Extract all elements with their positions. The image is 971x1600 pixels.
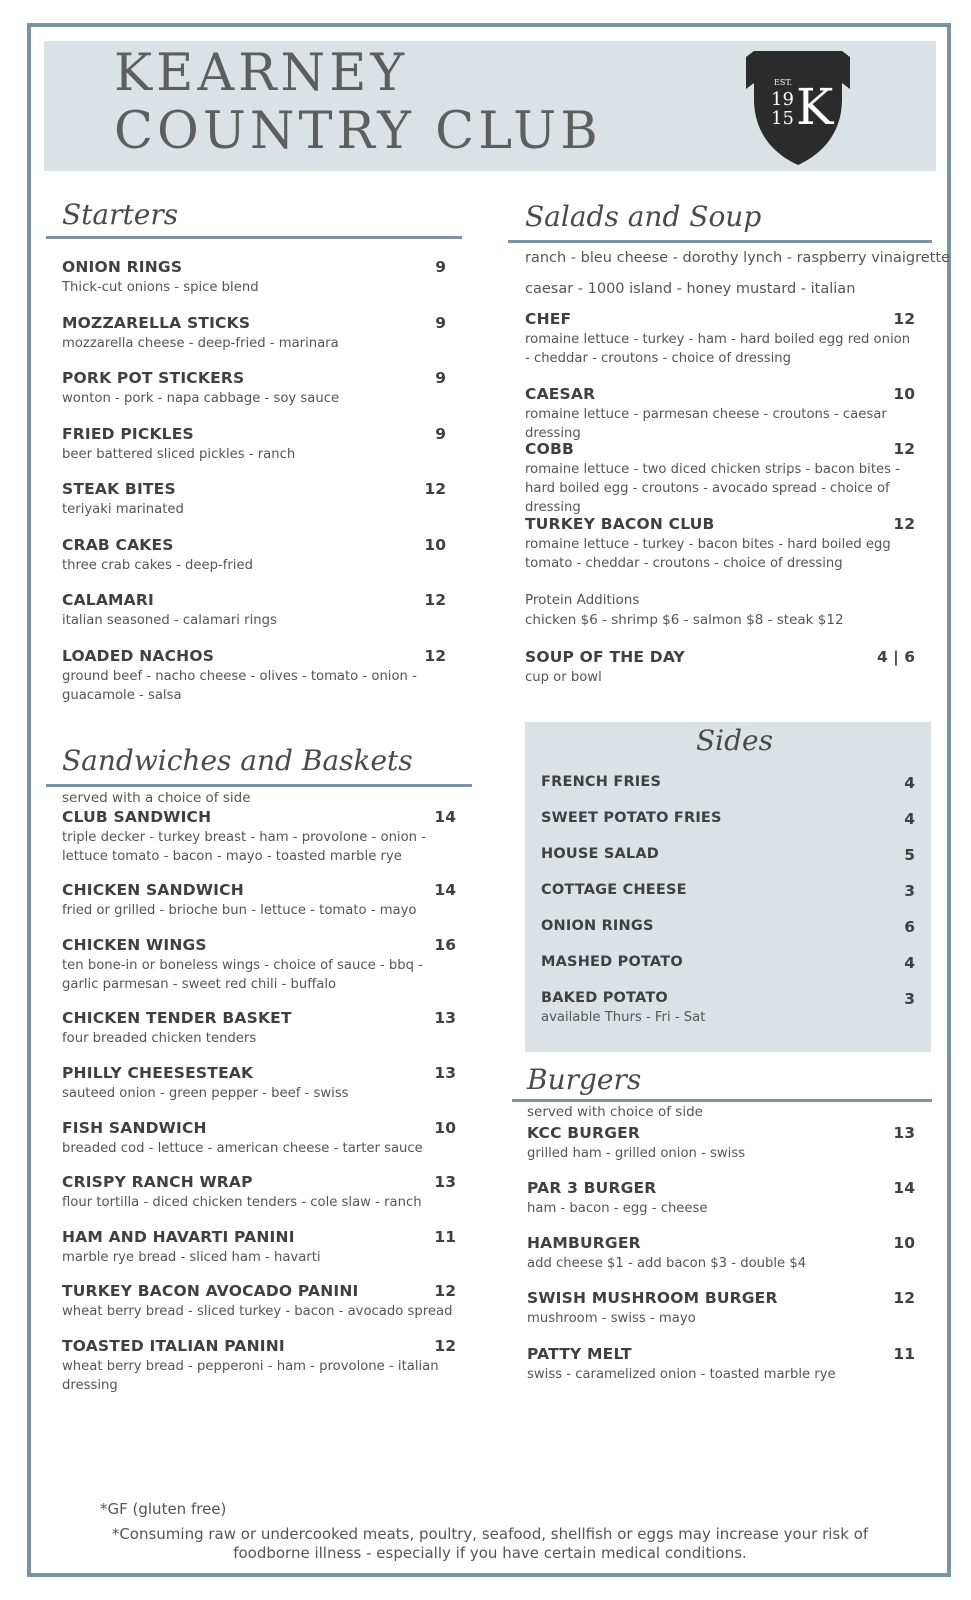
item-description: marble rye bread - sliced ham - havarti — [62, 1250, 321, 1265]
sides-title: Sides — [696, 724, 773, 757]
item-description: ham - bacon - egg - cheese — [527, 1201, 708, 1216]
starters-rule — [46, 236, 462, 239]
salads-rule — [508, 240, 932, 243]
item-name: TURKEY BACON AVOCADO PANINI — [62, 1282, 359, 1300]
crest-year2: 15 — [771, 108, 794, 129]
item-name: CHEF — [525, 310, 572, 328]
item-description: swiss - caramelized onion - toasted marble rye — [527, 1367, 836, 1382]
menu-item — [62, 1337, 456, 1395]
item-description: ten bone-in or boneless wings - choice of sauce - bbq - garlic parmesan - sweet red chili - buffalo — [62, 958, 423, 992]
sandwiches-note: served with a choice of side — [62, 790, 251, 806]
item-name: ONION RINGS — [62, 258, 183, 276]
club-title — [114, 45, 602, 161]
item-price: 10 — [434, 1119, 456, 1137]
item-name: CHICKEN SANDWICH — [62, 881, 244, 899]
menu-item — [62, 808, 456, 866]
menu-item — [62, 1173, 456, 1212]
item-description: mozzarella cheese - deep-fried - marinara — [62, 336, 339, 351]
menu-item — [62, 1282, 456, 1321]
item-price: 14 — [893, 1179, 915, 1197]
item-description: fried or grilled - brioche bun - lettuce - tomato - mayo — [62, 903, 417, 918]
menu-item — [62, 881, 456, 920]
item-price: 11 — [893, 1345, 915, 1363]
starters-title: Starters — [62, 198, 179, 231]
item-description: wonton - pork - napa cabbage - soy sauce — [62, 391, 340, 406]
menu-item — [527, 1234, 915, 1273]
menu-item — [541, 810, 915, 826]
menu-item — [62, 591, 446, 630]
menu-item — [62, 936, 456, 994]
item-price: 12 — [424, 591, 446, 609]
item-price: 16 — [434, 936, 456, 954]
menu-item — [525, 310, 915, 368]
item-name: MASHED POTATO — [541, 954, 683, 970]
item-description: available Thurs - Fri - Sat — [541, 1010, 706, 1025]
soup-price: 4 | 6 — [876, 648, 915, 666]
crest-est-text: EST. — [774, 78, 793, 87]
item-name: CALAMARI — [62, 591, 154, 609]
item-price: 11 — [434, 1228, 456, 1246]
menu-item — [62, 369, 446, 408]
menu-item — [62, 1119, 456, 1158]
menu-item — [541, 774, 915, 790]
gf-note: *GF (gluten free) — [100, 1500, 227, 1518]
item-description: teriyaki marinated — [62, 502, 184, 517]
item-description: ground beef - nacho cheese - olives - tomato - onion - guacamole - salsa — [62, 669, 417, 703]
menu-item — [541, 882, 915, 898]
item-description: Thick-cut onions - spice blend — [62, 280, 259, 295]
item-description: wheat berry bread - pepperoni - ham - provolone - italian dressing — [62, 1359, 439, 1393]
salads-title: Salads and Soup — [525, 200, 762, 233]
item-price: 13 — [434, 1064, 456, 1082]
menu-item — [541, 846, 915, 862]
item-description: romaine lettuce - parmesan cheese - croutons - caesar dressing — [525, 407, 887, 441]
item-name: STEAK BITES — [62, 480, 176, 498]
item-description: sauteed onion - green pepper - beef - swiss — [62, 1086, 349, 1101]
item-description: wheat berry bread - sliced turkey - bacon - avocado spread — [62, 1304, 453, 1319]
sandwiches-rule — [46, 784, 472, 787]
item-description: triple decker - turkey breast - ham - provolone - onion - lettuce tomato - bacon - mayo - toasted marble rye — [62, 830, 426, 864]
item-name: CHICKEN WINGS — [62, 936, 207, 954]
menu-item — [62, 1064, 456, 1103]
item-description: three crab cakes - deep-fried — [62, 558, 253, 573]
burgers-note: served with choice of side — [527, 1104, 703, 1120]
item-price: 13 — [434, 1009, 456, 1027]
item-name: SWISH MUSHROOM BURGER — [527, 1289, 778, 1307]
item-name: TOASTED ITALIAN PANINI — [62, 1337, 285, 1355]
item-description: romaine lettuce - turkey - ham - hard boiled egg red onion - cheddar - croutons - choice of dressing — [525, 332, 911, 366]
item-price: 10 — [893, 385, 915, 403]
protein-list: chicken $6 - shrimp $6 - salmon $8 - steak $12 — [525, 612, 844, 628]
item-name: KCC BURGER — [527, 1124, 641, 1142]
club-crest-logo — [740, 47, 856, 167]
item-price: 5 — [904, 846, 915, 864]
menu-item — [62, 480, 446, 519]
raw-food-warning: *Consuming raw or undercooked meats, poultry, seafood, shellfish or eggs may increase your risk of foodborne illness - especially if you have certain medical conditions. — [111, 1525, 869, 1562]
item-price: 6 — [904, 918, 915, 936]
item-description: beer battered sliced pickles - ranch — [62, 447, 296, 462]
item-price: 12 — [424, 647, 446, 665]
burgers-rule — [512, 1099, 932, 1102]
item-price: 12 — [434, 1337, 456, 1355]
menu-item — [62, 1228, 456, 1267]
menu-item — [62, 647, 446, 705]
item-price: 9 — [435, 314, 446, 332]
item-price: 12 — [893, 310, 915, 328]
salads-dressings-line1: ranch - bleu cheese - dorothy lynch - raspberry vinaigrette — [525, 250, 950, 266]
salads-dressings-line2: caesar - 1000 island - honey mustard - italian — [525, 281, 856, 297]
crest-year1: 19 — [771, 89, 794, 110]
item-name: CAESAR — [525, 385, 596, 403]
club-title-line1: KEARNEY — [114, 44, 409, 103]
item-name: CHICKEN TENDER BASKET — [62, 1009, 292, 1027]
item-name: CRISPY RANCH WRAP — [62, 1173, 253, 1191]
item-name: FISH SANDWICH — [62, 1119, 207, 1137]
item-name: FRENCH FRIES — [541, 774, 662, 790]
item-name: FRIED PICKLES — [62, 425, 194, 443]
item-name: BAKED POTATO — [541, 990, 668, 1006]
item-name: HOUSE SALAD — [541, 846, 659, 862]
header-banner — [44, 41, 936, 171]
item-price: 4 — [904, 810, 915, 828]
item-description: add cheese $1 - add bacon $3 - double $4 — [527, 1256, 807, 1271]
item-name: PHILLY CHEESESTEAK — [62, 1064, 254, 1082]
menu-item — [62, 536, 446, 575]
item-name: TURKEY BACON CLUB — [525, 515, 715, 533]
item-price: 12 — [893, 440, 915, 458]
menu-item — [527, 1345, 915, 1384]
item-price: 14 — [434, 881, 456, 899]
item-description: four breaded chicken tenders — [62, 1031, 257, 1046]
item-description: grilled ham - grilled onion - swiss — [527, 1146, 746, 1161]
item-price: 12 — [434, 1282, 456, 1300]
item-name: SWEET POTATO FRIES — [541, 810, 722, 826]
item-price: 9 — [435, 369, 446, 387]
item-price: 4 — [904, 954, 915, 972]
item-description: mushroom - swiss - mayo — [527, 1311, 696, 1326]
soup-item — [525, 648, 915, 687]
club-title-line2: COUNTRY CLUB — [114, 102, 602, 161]
item-description: flour tortilla - diced chicken tenders - cole slaw - ranch — [62, 1195, 422, 1210]
item-name: LOADED NACHOS — [62, 647, 215, 665]
menu-item — [62, 425, 446, 464]
menu-item — [527, 1289, 915, 1328]
item-price: 9 — [435, 425, 446, 443]
item-price: 9 — [435, 258, 446, 276]
sandwiches-title: Sandwiches and Baskets — [62, 744, 413, 777]
item-name: MOZZARELLA STICKS — [62, 314, 251, 332]
item-description: breaded cod - lettuce - american cheese - tarter sauce — [62, 1141, 423, 1156]
crest-letter: K — [796, 78, 834, 136]
soup-name: SOUP OF THE DAY — [525, 648, 685, 666]
item-price: 3 — [904, 882, 915, 900]
menu-item — [525, 515, 915, 573]
menu-item — [62, 314, 446, 353]
soup-desc: cup or bowl — [525, 670, 602, 685]
item-price: 12 — [424, 480, 446, 498]
item-name: ONION RINGS — [541, 918, 654, 934]
item-name: CLUB SANDWICH — [62, 808, 212, 826]
item-name: PAR 3 BURGER — [527, 1179, 657, 1197]
item-price: 10 — [893, 1234, 915, 1252]
menu-item — [62, 1009, 456, 1048]
menu-item — [541, 990, 915, 1027]
item-price: 12 — [893, 515, 915, 533]
item-price: 13 — [893, 1124, 915, 1142]
item-name: HAMBURGER — [527, 1234, 641, 1252]
item-name: COBB — [525, 440, 574, 458]
item-price: 14 — [434, 808, 456, 826]
item-name: CRAB CAKES — [62, 536, 174, 554]
item-description: romaine lettuce - turkey - bacon bites - hard boiled egg tomato - cheddar - croutons - choice of dressing — [525, 537, 891, 571]
item-description: romaine lettuce - two diced chicken strips - bacon bites - hard boiled egg - croutons - avocado spread - choice of dressing — [525, 462, 900, 515]
item-price: 4 — [904, 774, 915, 792]
menu-item — [541, 954, 915, 970]
item-name: PORK POT STICKERS — [62, 369, 245, 387]
item-price: 13 — [434, 1173, 456, 1191]
menu-item — [525, 440, 915, 517]
item-price: 10 — [424, 536, 446, 554]
menu-item — [527, 1124, 915, 1163]
item-name: COTTAGE CHEESE — [541, 882, 687, 898]
menu-item — [541, 918, 915, 934]
item-name: PATTY MELT — [527, 1345, 632, 1363]
item-name: HAM AND HAVARTI PANINI — [62, 1228, 295, 1246]
protein-title: Protein Additions — [525, 592, 640, 608]
menu-item — [525, 385, 915, 443]
menu-item — [62, 258, 446, 297]
burgers-title: Burgers — [527, 1063, 642, 1096]
item-description: italian seasoned - calamari rings — [62, 613, 277, 628]
item-price: 3 — [904, 990, 915, 1008]
item-price: 12 — [893, 1289, 915, 1307]
menu-item — [527, 1179, 915, 1218]
